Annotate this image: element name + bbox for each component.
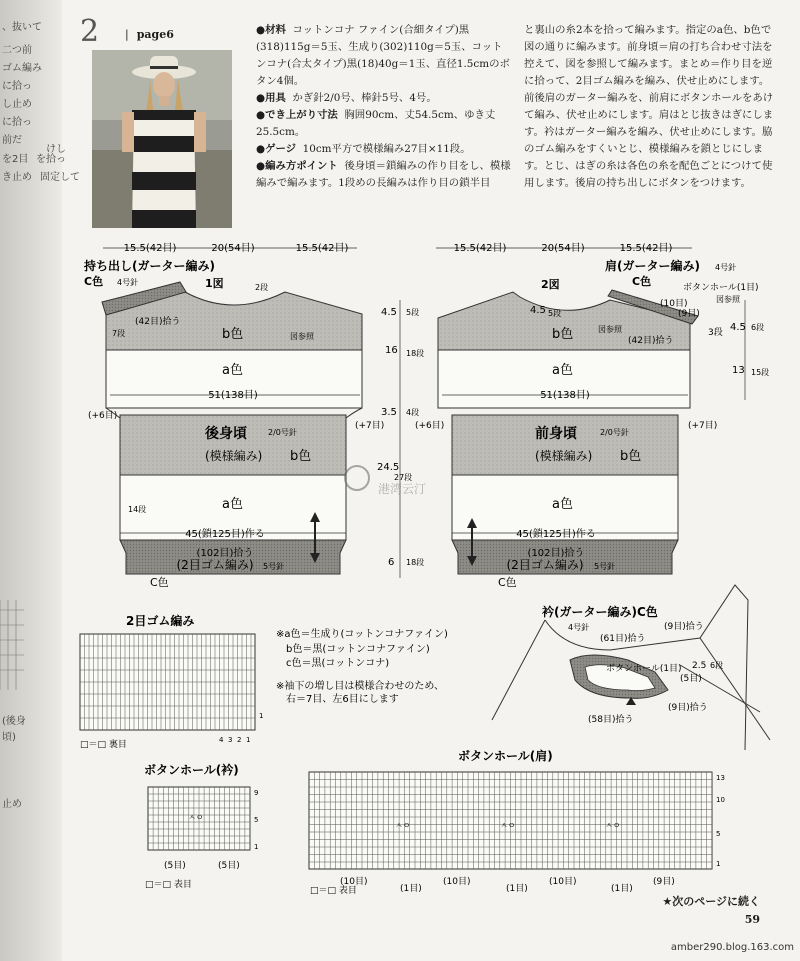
front-b-color: b色 <box>620 449 642 464</box>
back-plus-7: (+7目) <box>355 421 385 431</box>
collar-needle: 4号針 <box>568 623 590 632</box>
bh-collar-row-label: 1 <box>254 843 259 851</box>
back-rows-14: 14段 <box>128 505 147 514</box>
bh-shoulder-bottom: (10目) <box>443 877 471 887</box>
front-width-51: 51(138目) <box>540 390 590 401</box>
rib-chart-title: 2目ゴム編み <box>126 614 195 628</box>
back-c-color: C色 <box>84 275 104 288</box>
back-cast-on: 45(鎖125目)作る <box>185 529 265 540</box>
spine-fragment: を拾っ <box>36 154 66 165</box>
back-rows-2: 2段 <box>255 283 269 292</box>
bh-shoulder-hole-mark: ㅅㅇ <box>605 821 621 830</box>
rib-col-label: 2 <box>237 736 242 744</box>
spine-fragment: ゴム編み <box>2 63 42 74</box>
back-title: 持ち出し(ガーター編み) <box>84 259 215 273</box>
dim-rows: 4段 <box>406 408 420 417</box>
front-see-fig-inner: 図参照 <box>598 325 622 334</box>
back-dim-center: 20(54目) <box>211 243 255 254</box>
spine-fragment: 二つ前 <box>2 45 32 56</box>
back-width-51: 51(138目) <box>208 390 258 401</box>
bh-shoulder-hole-mark: ㅅㅇ <box>500 821 516 830</box>
front-rib: (2目ゴム編み) <box>506 558 584 572</box>
bh-shoulder-small: (1目) <box>400 884 422 894</box>
back-needle-5: 5号針 <box>263 562 285 571</box>
front-pick-102: (102目)拾う <box>527 548 585 559</box>
back-fig: 1図 <box>205 277 224 290</box>
back-c-color-bottom: C色 <box>150 576 169 589</box>
method-label: ●編み方ポイント <box>256 160 338 172</box>
dim-rows: 27段 <box>394 473 413 482</box>
size-text: 胸囲90cm、丈54.5cm、ゆき丈25.5cm。 <box>256 109 496 138</box>
front-fig: 2図 <box>541 278 560 291</box>
method-text: 後身頃＝鎖編みの作り目をし、模様編みで編みます。1段めの長編みは作り目の鎖半目 <box>256 160 511 189</box>
front-see-fig: 図参照 <box>716 295 740 304</box>
bh-shoulder-bottom: (10目) <box>549 877 577 887</box>
bh-shoulder-row-label: 1 <box>716 860 721 868</box>
front-rows-3: 3段 <box>708 328 723 338</box>
spine-fragment: 前だ <box>2 135 22 146</box>
spine-fragment: を2目 <box>2 154 29 165</box>
materials-label: ●材料 <box>256 24 286 36</box>
instructions-text: と裏山の糸2本を拾って編みます。指定のa色、b色で図の通りに編みます。前身頃＝肩の打ち合わせ寸法を控えて、図を参照して編みます。まとめ＝作り目を逆に拾って、2目ゴム編みを編み、伏せ止めにします。前後肩のガーター編みを、前肩にボタンホールをあけて編み、伏せ止めにします。肩はとじ抜きはぎにします。衿はガーター編みを編み、伏せ止めにします。脇のゴム編みをすくいとじ、模様編みを鎖とじにします。とじ、はぎの糸は各色の糸を配色ごとにつけて使用します。後肩の持ち出しにボタンをつけます。 <box>524 24 774 189</box>
front-dim-right: 15.5(42目) <box>619 243 673 254</box>
dim-rows: 5段 <box>406 308 420 317</box>
back-rib: (2目ゴム編み) <box>176 558 254 572</box>
rib-col-label: 3 <box>228 736 233 744</box>
spine-label: (後身 <box>2 716 26 727</box>
back-see-fig: 図参照 <box>290 332 314 341</box>
sleeve-note: ※袖下の増し目は模様合わせのため、 <box>276 681 444 692</box>
gauge-label: ●ゲージ <box>256 143 297 155</box>
front-plus-6: (+6目) <box>415 421 445 431</box>
front-title: 肩(ガーター編み) <box>605 259 700 273</box>
bh-shoulder-small: (1目) <box>611 884 633 894</box>
spine-fragment: に拾っ <box>2 117 32 128</box>
front-c-color: C色 <box>632 275 652 288</box>
rib-legend: □＝□ 裏目 <box>80 740 127 750</box>
back-pick-102: (102目)拾う <box>196 548 254 559</box>
bh-shoulder-small: (1目) <box>506 884 528 894</box>
front-dim-45: 4.5 <box>530 305 546 316</box>
right-dim-rows: 6段 <box>751 323 765 332</box>
front-needle-4: 4号針 <box>715 263 737 272</box>
rib-col-label: 4 <box>219 736 224 744</box>
rib-chart-grid <box>80 634 255 730</box>
watermark-text: 港湾云汀 <box>378 482 427 496</box>
bh-shoulder-row-label: 13 <box>716 774 725 782</box>
spine-label: 頃) <box>2 732 16 743</box>
back-dim-right: 15.5(42目) <box>295 243 349 254</box>
back-pick-42: (42目)拾う <box>135 317 181 327</box>
dim-rows: 18段 <box>406 558 425 567</box>
back-b-color: b色 <box>290 449 312 464</box>
spine-fragment: けし <box>46 144 66 155</box>
collar-buttonhole: ボタンホール(1目) <box>606 664 682 674</box>
bh-collar-bottom: (5目) <box>164 861 186 871</box>
dim-value: 6 <box>388 557 395 568</box>
color-b-note: b色＝黒(コットンコナファイン) <box>286 644 430 655</box>
spine-fragment: に拾っ <box>2 81 32 92</box>
front-b-color-top: b色 <box>552 327 574 342</box>
tools-text: かぎ針2/0号、棒針5号、4号。 <box>292 92 437 104</box>
tools-label: ●用具 <box>256 92 286 104</box>
bh-shoulder-legend: □＝□ 表目 <box>310 886 357 896</box>
collar-rows-6: 6段 <box>710 661 724 670</box>
spine-fragment: し止め <box>2 99 32 110</box>
front-a-color-top: a色 <box>552 363 573 378</box>
bh-shoulder-bottom: (9目) <box>653 877 675 887</box>
front-plus-7: (+7目) <box>688 421 718 431</box>
bh-collar-hole-mark: ㅅㅇ <box>188 813 204 822</box>
bh-collar-bottom: (5目) <box>218 861 240 871</box>
front-buttonhole: ボタンホール(1目) <box>683 283 759 293</box>
pattern-number: 2 <box>80 14 100 49</box>
bh-collar-title: ボタンホール(衿) <box>144 763 239 777</box>
continued-note: ★次のページに続く <box>662 895 760 908</box>
rib-row-label: 1 <box>259 712 264 720</box>
size-label: ●でき上がり寸法 <box>256 109 338 121</box>
dim-rows: 18段 <box>406 349 425 358</box>
bh-collar-row-label: 5 <box>254 816 259 824</box>
rib-col-label: 1 <box>246 736 251 744</box>
collar-pick-9: (9目)拾う <box>664 622 704 632</box>
back-needle-note: 2/0号針 <box>268 428 297 437</box>
front-c-color-bottom: C色 <box>498 576 517 589</box>
front-cast-on: 45(鎖125目)作る <box>516 529 596 540</box>
spine-fragment: き止め <box>2 172 32 183</box>
back-needle-4: 4号針 <box>117 278 139 287</box>
dim-value: 3.5 <box>381 407 397 418</box>
front-pick-10: (10目) <box>660 299 688 309</box>
back-plus-6: (+6目) <box>88 411 118 421</box>
bh-shoulder-title: ボタンホール(肩) <box>458 749 553 763</box>
spine-fragment: 、抜いて <box>2 22 42 33</box>
front-pick-42: (42目)拾う <box>628 336 674 346</box>
bh-shoulder-row-label: 5 <box>716 830 721 838</box>
front-needle-5: 5号針 <box>594 562 616 571</box>
bh-collar-row-label: 9 <box>254 789 259 797</box>
spine-fragment: 固定して <box>40 172 80 183</box>
right-dim-rows: 15段 <box>751 368 770 377</box>
bh-shoulder-row-label: 10 <box>716 796 725 804</box>
gauge-text: 10cm平方で模様編み27目×11段。 <box>302 143 471 155</box>
right-dim-value: 13 <box>732 365 745 376</box>
back-rows-7: 7段 <box>112 329 126 338</box>
right-dim-value: 4.5 <box>730 322 746 333</box>
dim-value: 4.5 <box>381 307 397 318</box>
front-dim-left: 15.5(42目) <box>453 243 507 254</box>
back-dim-left: 15.5(42目) <box>123 243 177 254</box>
bh-shoulder-hole-mark: ㅅㅇ <box>395 821 411 830</box>
front-rows-5: 5段 <box>548 309 562 318</box>
back-body-name: 後身頃 <box>205 426 247 442</box>
collar-title: 衿(ガーター編み)C色 <box>542 605 658 619</box>
back-b-color-top: b色 <box>222 327 244 342</box>
collar-pick-5: (5目) <box>680 674 702 684</box>
back-pattern: (模様編み) <box>205 449 263 463</box>
source-url: amber290.blog.163.com <box>670 942 794 953</box>
collar-pick-61: (61目)拾う <box>600 634 646 644</box>
back-a-color-top: a色 <box>222 363 243 378</box>
collar-pick-58: (58目)拾う <box>588 715 634 725</box>
page-number: 59 <box>744 913 760 926</box>
collar-dim-25: 2.5 <box>692 661 707 671</box>
front-body-name: 前身頃 <box>535 426 577 442</box>
dim-value: 24.5 <box>377 462 400 473</box>
sleeve-note-2: 右＝7目、左6目にします <box>286 694 399 705</box>
front-pattern: (模様編み) <box>535 449 593 463</box>
front-pick-9: (9目) <box>678 309 700 319</box>
collar-pick-9b: (9目)拾う <box>668 703 708 713</box>
materials-text: コットンコナ ファイン(合細タイプ)黒(318)115g＝5玉、生成り(302)110g＝5玉、コットンコナ(合太タイプ)黒(18)40g＝1玉、直径1.5cmのボタン4個。 <box>256 24 510 87</box>
back-a-color: a色 <box>222 497 243 512</box>
front-dim-center: 20(54目) <box>541 243 585 254</box>
spine-label: 止め <box>2 799 22 810</box>
bh-shoulder-bottom: (10目) <box>340 877 368 887</box>
page-reference: | page6 <box>125 28 174 41</box>
dim-value: 16 <box>385 345 398 356</box>
color-c-note: c色＝黒(コットンコナ) <box>286 658 390 669</box>
color-a-note: ※a色＝生成り(コットンコナファイン) <box>276 629 448 640</box>
front-a-color: a色 <box>552 497 573 512</box>
front-needle-note: 2/0号針 <box>600 428 629 437</box>
bh-collar-legend: □＝□ 表目 <box>145 880 192 890</box>
